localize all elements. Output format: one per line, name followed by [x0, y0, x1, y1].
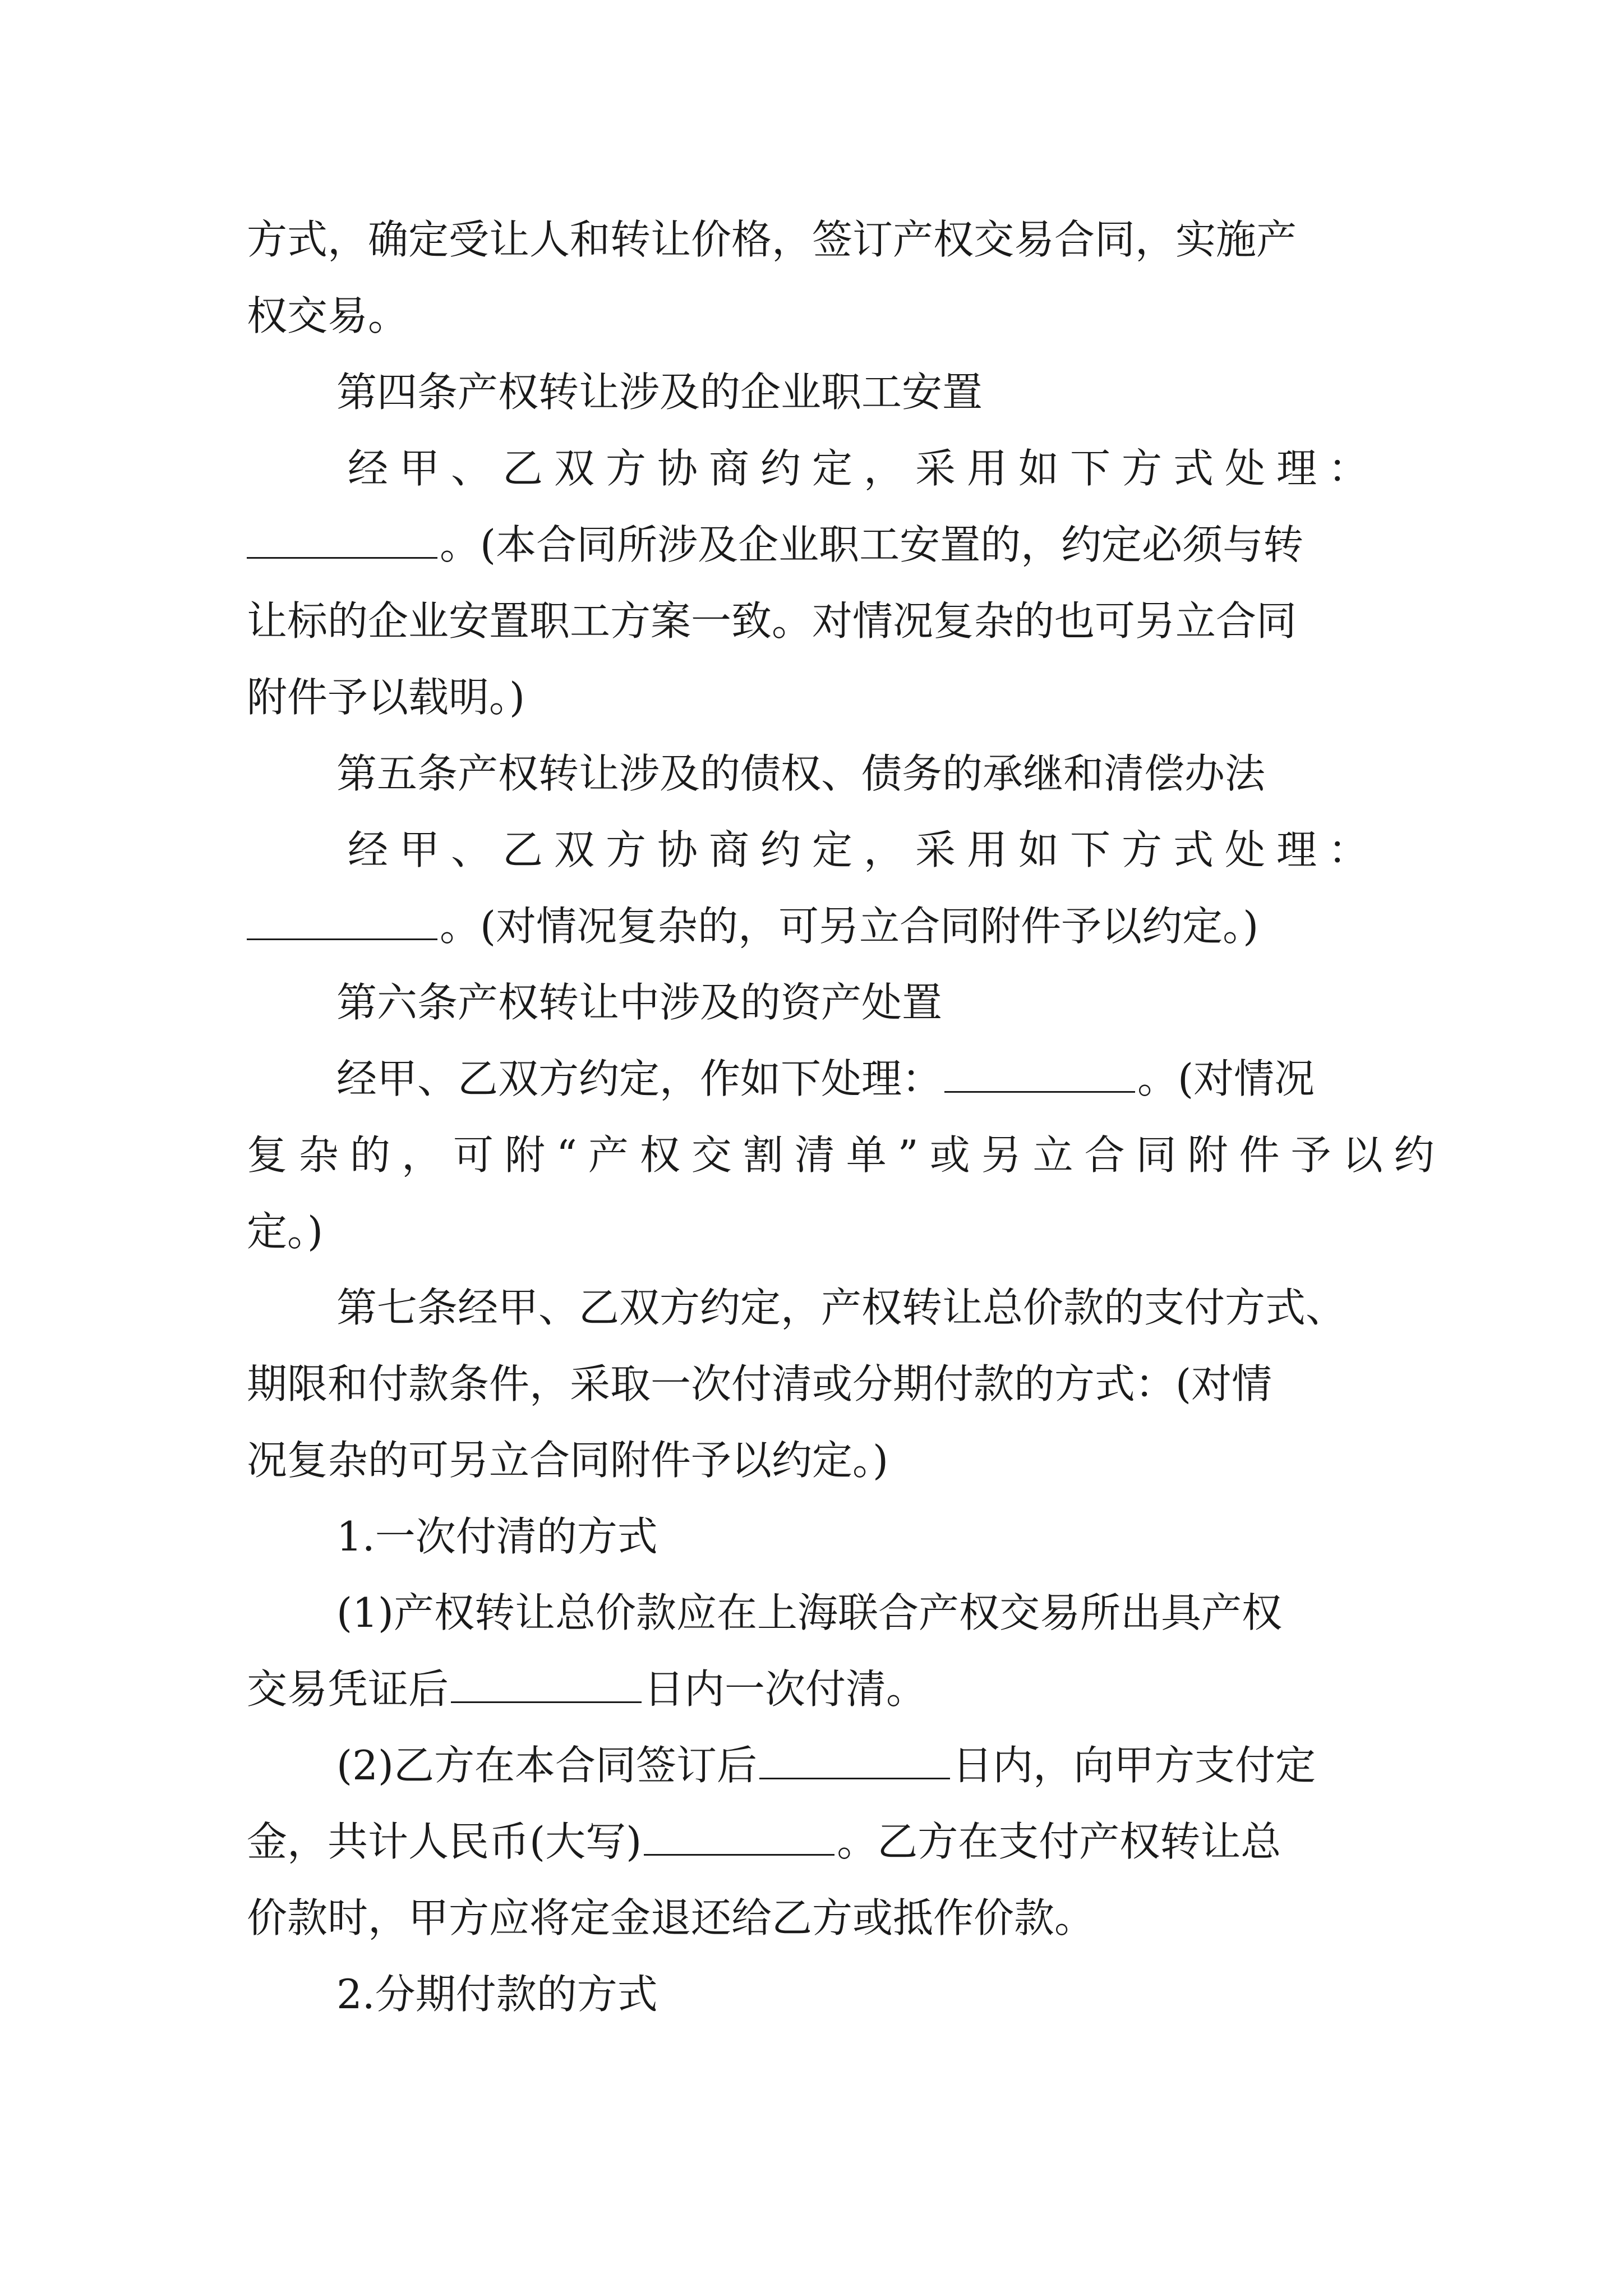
paragraph-line — [247, 514, 1303, 576]
article-7-line: 第七条经甲、乙双方约定，产权转让总价款的支付方式、 — [336, 1284, 1347, 1331]
paragraph-line: 复杂的，可附“产权交割清单”或另立合同附件予以约 — [247, 1131, 1446, 1179]
article-5-heading: 第五条产权转让涉及的债权、债务的承继和清偿办法 — [336, 750, 1266, 797]
fill-in-blank — [247, 523, 437, 559]
fill-in-blank — [759, 1744, 950, 1779]
paragraph-text: 交易凭证后 — [247, 1665, 449, 1713]
paragraph-line: 让标的企业安置职工方案一致。对情况复杂的也可另立合同 — [247, 597, 1297, 645]
paragraph-line — [247, 895, 1258, 957]
paragraph-text: 。(对情况复杂的，可另立合同附件予以约定。) — [440, 903, 1259, 950]
paragraph-text: 日内一次付清。 — [644, 1665, 927, 1713]
article-6-heading: 第六条产权转让中涉及的资产处置 — [336, 979, 943, 1026]
paragraph-line — [247, 1658, 926, 1720]
paragraph-line: 期限和付款条件，采取一次付清或分期付款的方式：(对情 — [247, 1360, 1272, 1407]
paragraph-line — [336, 1048, 1315, 1110]
item-2-heading: 2.分期付款的方式 — [336, 1971, 658, 2018]
paragraph-line: 况复杂的可另立合同附件予以约定。) — [247, 1437, 889, 1484]
paragraph-text: (2)乙方在本合同签订后 — [336, 1742, 757, 1789]
paragraph-text: 。乙方在支付产权转让总 — [837, 1818, 1281, 1865]
paragraph-line: 经甲、乙双方协商约定，采用如下方式处理： — [348, 826, 1380, 873]
paragraph-text: 金，共计人民币(大写) — [247, 1818, 642, 1865]
paragraph-text: 日内，向甲方支付定 — [952, 1742, 1316, 1789]
paragraph-line: 定。) — [247, 1208, 324, 1255]
paragraph-text: 。(对情况 — [1137, 1055, 1315, 1102]
fill-in-blank — [644, 1820, 834, 1856]
paragraph-line: 经甲、乙双方协商约定，采用如下方式处理： — [348, 445, 1380, 492]
fill-in-blank — [451, 1668, 642, 1703]
paragraph-line — [247, 1811, 1281, 1872]
paragraph-line: 权交易。 — [247, 292, 409, 339]
fill-in-blank — [247, 905, 437, 940]
article-4-heading: 第四条产权转让涉及的企业职工安置 — [336, 369, 983, 416]
fill-in-blank — [944, 1057, 1135, 1093]
paragraph-line — [336, 1734, 1316, 1796]
paragraph-line: 附件予以载明。) — [247, 674, 525, 721]
paragraph-line: 方式，确定受让人和转让价格，签订产权交易合同，实施产 — [247, 216, 1297, 263]
paragraph-line: (1)产权转让总价款应在上海联合产权交易所出具产权 — [336, 1589, 1282, 1636]
paragraph-text: 经甲、乙双方约定，作如下处理： — [336, 1055, 943, 1102]
paragraph-text: 。(本合同所涉及企业职工安置的，约定必须与转 — [440, 521, 1304, 568]
paragraph-line: 价款时，甲方应将定金退还给乙方或抵作价款。 — [247, 1894, 1095, 1941]
item-1-heading: 1.一次付清的方式 — [336, 1513, 658, 1560]
